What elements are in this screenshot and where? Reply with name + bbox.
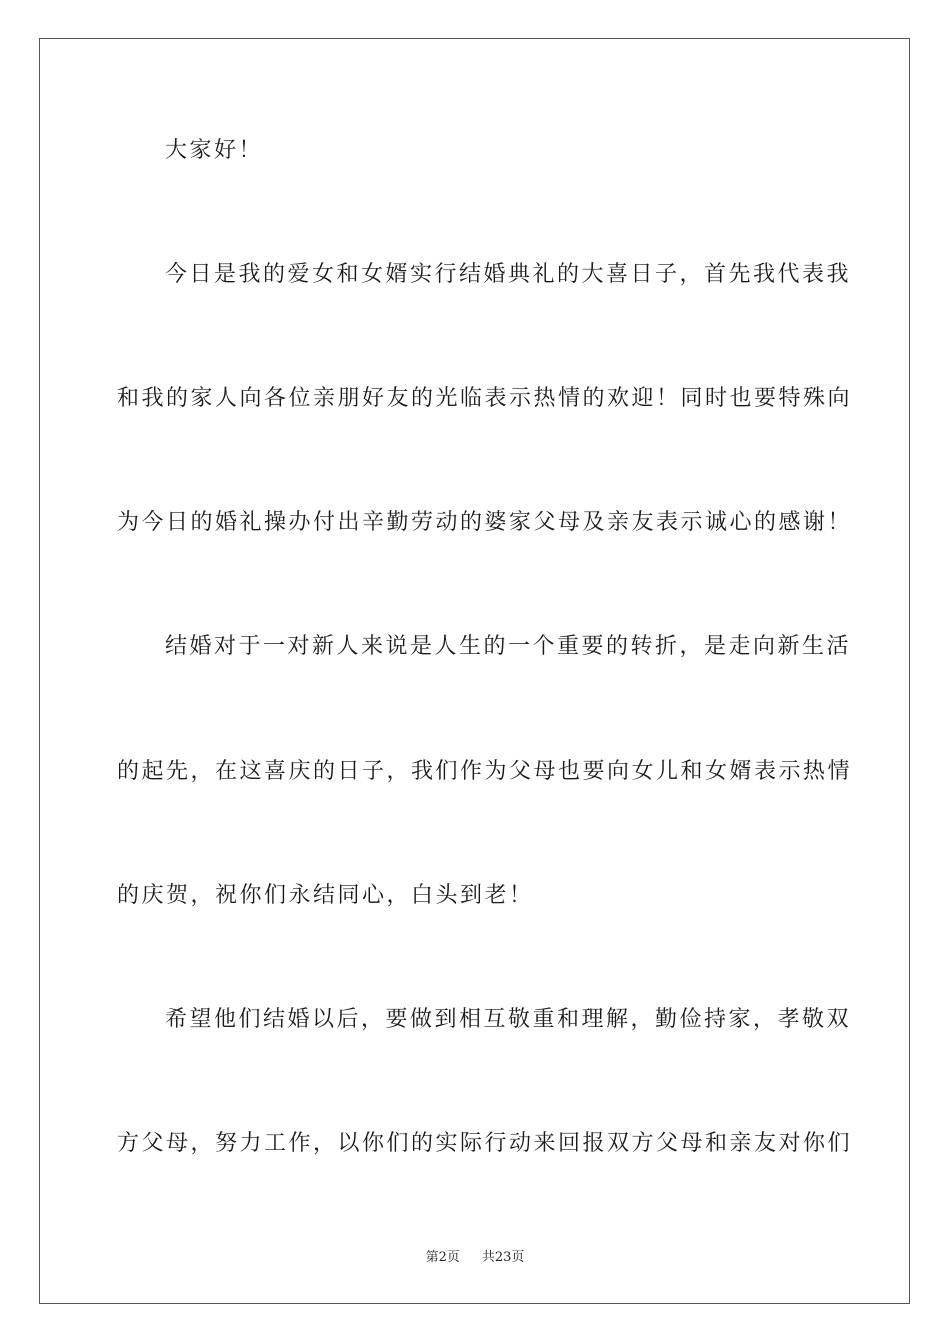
paragraph-2-line-1: 结婚对于一对新人来说是人生的一个重要的转折，是走向新生活	[165, 634, 852, 659]
paragraph-2-line-2: 的起先，在这喜庆的日子，我们作为父母也要向女儿和女婿表示热情	[117, 759, 853, 784]
greeting-line: 大家好！	[165, 138, 264, 163]
paragraph-1-line-3: 为今日的婚礼操办付出辛勤劳动的婆家父母及亲友表示诚心的感谢！	[117, 510, 853, 535]
page-frame	[39, 38, 910, 1304]
paragraph-1-line-2: 和我的家人向各位亲朋好友的光临表示热情的欢迎！同时也要特殊向	[117, 386, 853, 411]
page-number: 第2页	[425, 1250, 460, 1265]
paragraph-2-line-3: 的庆贺，祝你们永结同心，白头到老！	[117, 883, 534, 908]
page-total: 共23页	[481, 1250, 525, 1265]
paragraph-3-line-1: 希望他们结婚以后，要做到相互敬重和理解，勤俭持家，孝敬双	[165, 1007, 852, 1032]
paragraph-1-line-1: 今日是我的爱女和女婿实行结婚典礼的大喜日子，首先我代表我	[165, 262, 852, 287]
page-footer	[0, 1246, 950, 1265]
paragraph-3-line-2: 方父母，努力工作，以你们的实际行动来回报双方父母和亲友对你们	[117, 1131, 853, 1156]
